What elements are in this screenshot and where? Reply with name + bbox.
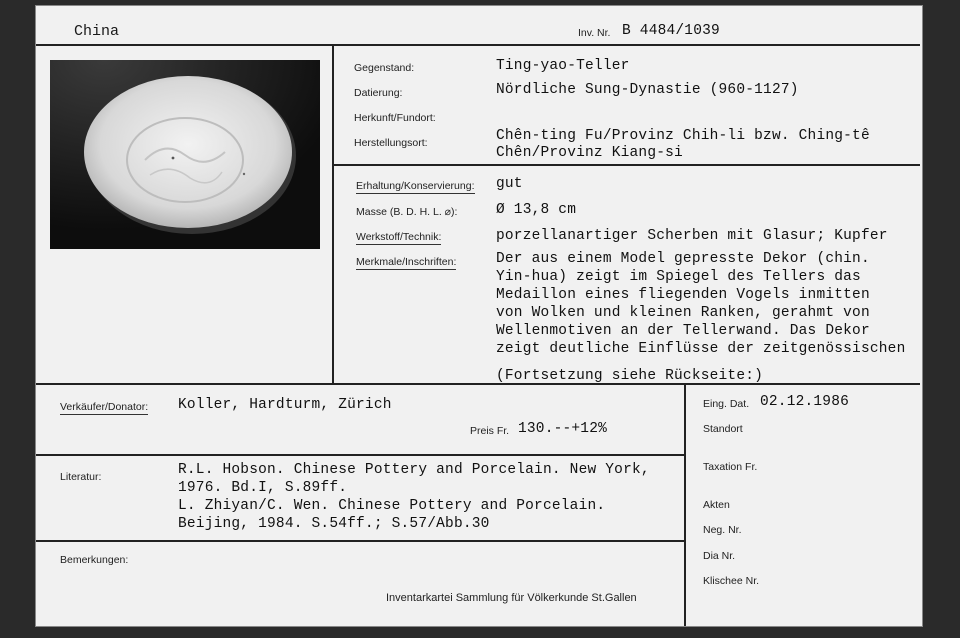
verkaeufer-label: Verkäufer/Donator: xyxy=(60,401,149,413)
preis-label: Preis Fr. xyxy=(470,425,510,437)
eing-value: 02.12.1986 xyxy=(760,394,850,410)
merkmale-line: Der aus einem Model gepresste Dekor (chin. xyxy=(496,251,870,267)
neg-label: Neg. Nr. xyxy=(703,524,742,536)
erhaltung-value: gut xyxy=(496,176,523,192)
literatur-line: Beijing, 1984. S.54ff.; S.57/Abb.30 xyxy=(178,516,490,532)
merkmale-line: Medaillon eines fliegenden Vogels inmitten xyxy=(496,287,870,303)
werkstoff-value: porzellanartiger Scherben mit Glasur; Kupfer xyxy=(496,228,888,244)
literatur-line: L. Zhiyan/C. Wen. Chinese Pottery and Porcelain. xyxy=(178,498,606,514)
verkaeufer-value: Koller, Hardturm, Zürich xyxy=(178,397,392,413)
eing-label: Eing. Dat. xyxy=(703,398,750,410)
masse-label: Masse (B. D. H. L. ⌀): xyxy=(356,206,458,218)
herstellungsort-line-2: Chên/Provinz Kiang-si xyxy=(496,145,683,161)
bemerkungen-label: Bemerkungen: xyxy=(60,554,129,566)
merkmale-line: Yin-hua) zeigt im Spiegel des Tellers das xyxy=(496,269,861,285)
rule-sidebar xyxy=(684,383,686,626)
rule-herstellung xyxy=(332,164,920,166)
merkmale-line: von Wolken und kleinen Ranken, gerahmt von xyxy=(496,305,870,321)
literatur-line: R.L. Hobson. Chinese Pottery and Porcelain. New York, xyxy=(178,462,650,478)
plate-image xyxy=(50,60,320,249)
inv-value: B 4484/1039 xyxy=(622,23,720,39)
klischee-label: Klischee Nr. xyxy=(703,575,760,587)
datierung-value: Nördliche Sung-Dynastie (960-1127) xyxy=(496,82,799,98)
akten-label: Akten xyxy=(703,499,730,511)
literatur-line: 1976. Bd.I, S.89ff. xyxy=(178,480,348,496)
plate-photo xyxy=(50,60,320,249)
preis-value: 130.--+12% xyxy=(518,421,608,437)
region-title: China xyxy=(74,23,120,40)
literatur-label: Literatur: xyxy=(60,471,102,483)
rule-photo-right xyxy=(332,44,334,384)
dia-label: Dia Nr. xyxy=(703,550,736,562)
gegenstand-label: Gegenstand: xyxy=(354,62,415,74)
fortsetzung-note: (Fortsetzung siehe Rückseite:) xyxy=(496,368,764,384)
merkmale-label: Merkmale/Inschriften: xyxy=(356,256,457,268)
masse-value: Ø 13,8 cm xyxy=(496,202,577,218)
rule-main-bottom xyxy=(36,383,920,385)
standort-label: Standort xyxy=(703,423,743,435)
werkstoff-label: Werkstoff/Technik: xyxy=(356,231,442,243)
rule-literatur xyxy=(36,540,684,542)
merkmale-line: zeigt deutliche Einflüsse der zeitgenössischen xyxy=(496,341,906,357)
datierung-label: Datierung: xyxy=(354,87,403,99)
gegenstand-value: Ting-yao-Teller xyxy=(496,58,630,74)
herstellungsort-line-1: Chên-ting Fu/Provinz Chih-li bzw. Ching-tê xyxy=(496,128,870,144)
taxation-label: Taxation Fr. xyxy=(703,461,758,473)
merkmale-line: Wellenmotiven an der Tellerwand. Das Dekor xyxy=(496,323,870,339)
rule-header xyxy=(36,44,920,46)
rule-verkaeufer xyxy=(36,454,684,456)
card-footer: Inventarkartei Sammlung für Völkerkunde St.Gallen xyxy=(386,592,637,604)
herstellungsort-label: Herstellungsort: xyxy=(354,137,428,149)
herkunft-label: Herkunft/Fundort: xyxy=(354,112,436,124)
erhaltung-label: Erhaltung/Konservierung: xyxy=(356,180,475,192)
inv-label: Inv. Nr. xyxy=(578,27,611,39)
